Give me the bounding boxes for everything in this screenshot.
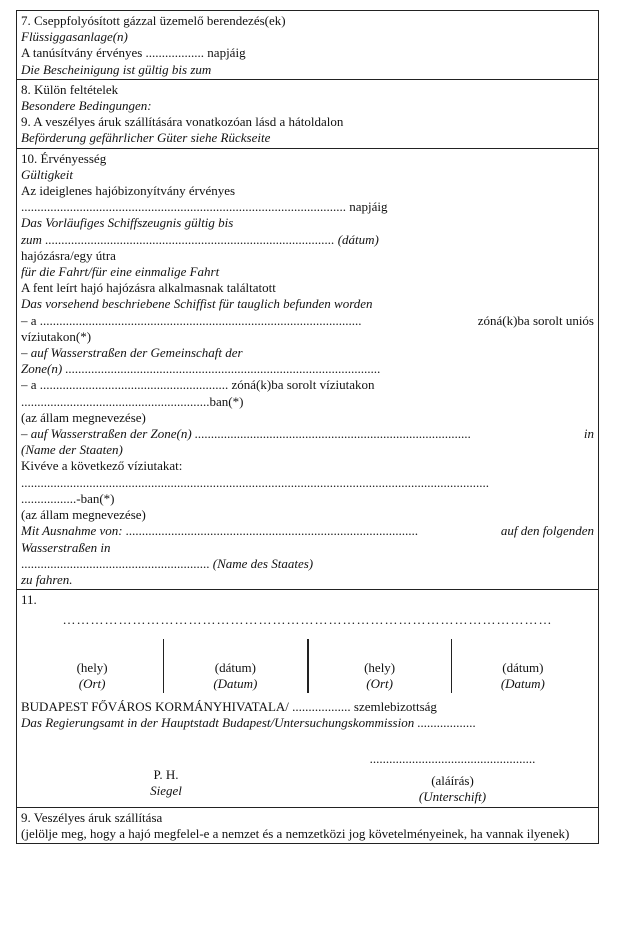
eu-zone-de: Zone(n) ................................................................................................. [21, 361, 381, 377]
eu-waterways-de: – auf Wasserstraßen der Gemeinschaft der [21, 345, 243, 361]
validity-line-de: Das Vorläufiges Schiffszeugnis gültig bis [21, 215, 234, 231]
eu-zone-line-start: – a ................................................................................................... [21, 312, 362, 328]
signature-area [311, 751, 594, 806]
section-7-title: 7. Cseppfolyósított gázzal üzemelő berendezés(ek) [21, 13, 286, 28]
stamp-label: P. H. [153, 766, 179, 782]
place-date-columns [21, 639, 594, 693]
date-label: (dátum) [502, 660, 544, 676]
exception-de-start: Mit Ausnahme von: .......................................................................................... [21, 523, 419, 539]
validity-date-line-de: zum ......................................................................................... (dátum) [21, 231, 379, 247]
section-8-title: 8. Külön feltételek [21, 81, 119, 97]
validity-date-line: .................................................................................................... napjáig [21, 199, 388, 215]
signature-label: (aláírás) [431, 773, 474, 789]
stamp-label-de: Siegel [150, 783, 182, 799]
stamp-area [21, 751, 311, 806]
authority-line-de: Das Regierungsamt in der Hauptstadt Budapest/Untersuchungskommission .................. [21, 714, 476, 730]
section-10-title-de: Gültigkeit [21, 166, 73, 182]
state-name-dots: .......................................................... [21, 555, 210, 571]
state-name-de-line [21, 556, 594, 572]
stamp-spacer [21, 751, 311, 767]
section-7-title-de: Flüssiggasanlage(n) [21, 29, 128, 45]
voyage-type-de: für die Fahrt/für eine einmalige Fahrt [21, 264, 220, 280]
date-label-de: (Datum) [500, 676, 545, 692]
exception-de [21, 523, 594, 539]
eu-zone-line [21, 313, 594, 329]
place-column-1 [21, 639, 163, 693]
section-9-dangerous-goods [17, 808, 598, 843]
signature-block [21, 751, 594, 806]
section-7 [17, 11, 598, 80]
fitness-statement: A fent leírt hajó hajózásra alkalmasnak találtatott [21, 280, 276, 296]
state-name-label: (az állam megnevezése) [21, 409, 146, 425]
section-10-title: 10. Érvényesség [21, 150, 107, 166]
date-column-2 [451, 639, 594, 693]
certificate-form [16, 10, 599, 844]
section-7-validity: A tanúsítvány érvényes .................. napjáig [21, 45, 246, 61]
eu-waterways: víziutakon(*) [21, 328, 92, 344]
section-9-reference: 9. A veszélyes áruk szállítására vonatkozóan lásd a hátoldalon [21, 114, 344, 130]
state-name-de: (Name des Staates) [212, 555, 314, 571]
fitness-statement-de: Das vorsehend beschriebene Schiffist für tauglich befunden worden [21, 296, 373, 312]
section-10 [17, 149, 598, 590]
place-column-2 [307, 639, 451, 693]
exception-state-label: (az állam megnevezése) [21, 507, 146, 523]
date-label-de: (Datum) [213, 676, 258, 692]
place-label-de: (Ort) [78, 676, 106, 692]
exception-ban: .................-ban(*) [21, 490, 115, 506]
eu-zone-line-end: zóná(k)ba sorolt uniós [477, 312, 594, 328]
dangerous-goods-text: (jelölje meg, hogy a hajó megfelel-e a nemzet és a nemzetközi jog követelményeinek, ha vannak ilyenek) [21, 825, 570, 841]
section-9-reference-de: Beförderung gefährlicher Güter siehe Rückseite [21, 130, 271, 146]
section-8-title-de: Besondere Bedingungen: [21, 98, 152, 114]
state-names-de: (Name der Staaten) [21, 442, 123, 458]
dangerous-goods-title: 9. Veszélyes áruk szállítása [21, 809, 163, 825]
exception-de-end: auf den folgenden [500, 523, 594, 539]
zone-waterways-de [21, 426, 594, 442]
voyage-type: hajózásra/egy útra [21, 247, 116, 263]
zone-waterways-de-end: in [583, 426, 594, 442]
authority-line: BUDAPEST FŐVÁROS KORMÁNYHIVATALA/ .................. szemlebizottság [21, 698, 437, 714]
signature-label-de: (Unterschift) [418, 789, 487, 805]
waterways-in-de: Wasserstraßen in [21, 539, 111, 555]
signature-line: ................................................... [369, 750, 536, 766]
validity-line: Az ideiglenes hajóbizonyítvány érvényes [21, 183, 236, 199]
section-11 [17, 590, 598, 807]
section-8 [17, 80, 598, 149]
place-label-de: (Ort) [366, 676, 393, 692]
section-11-dotted-line: …………………………………………………………………………………………… [62, 612, 553, 628]
section-11-title: 11. [21, 592, 37, 608]
to-travel-de: zu fahren. [21, 571, 73, 587]
exception-dots: ................................................................................................................................................ [21, 474, 489, 490]
zone-waterways-de-start: – auf Wasserstraßen der Zone(n) ..................................................................................... [21, 426, 472, 442]
place-label: (hely) [76, 660, 108, 676]
date-label: (dátum) [214, 660, 256, 676]
exception-label: Kivéve a következő víziutakat: [21, 458, 183, 474]
state-ban-line: ..........................................................ban(*) [21, 393, 244, 409]
section-7-validity-de: Die Bescheinigung ist gültig bis zum [21, 61, 212, 77]
date-column-1 [163, 639, 306, 693]
place-label: (hely) [364, 660, 396, 676]
zone-waterways-line: – a .......................................................... zóná(k)ba sorolt víziutakon [21, 377, 375, 393]
